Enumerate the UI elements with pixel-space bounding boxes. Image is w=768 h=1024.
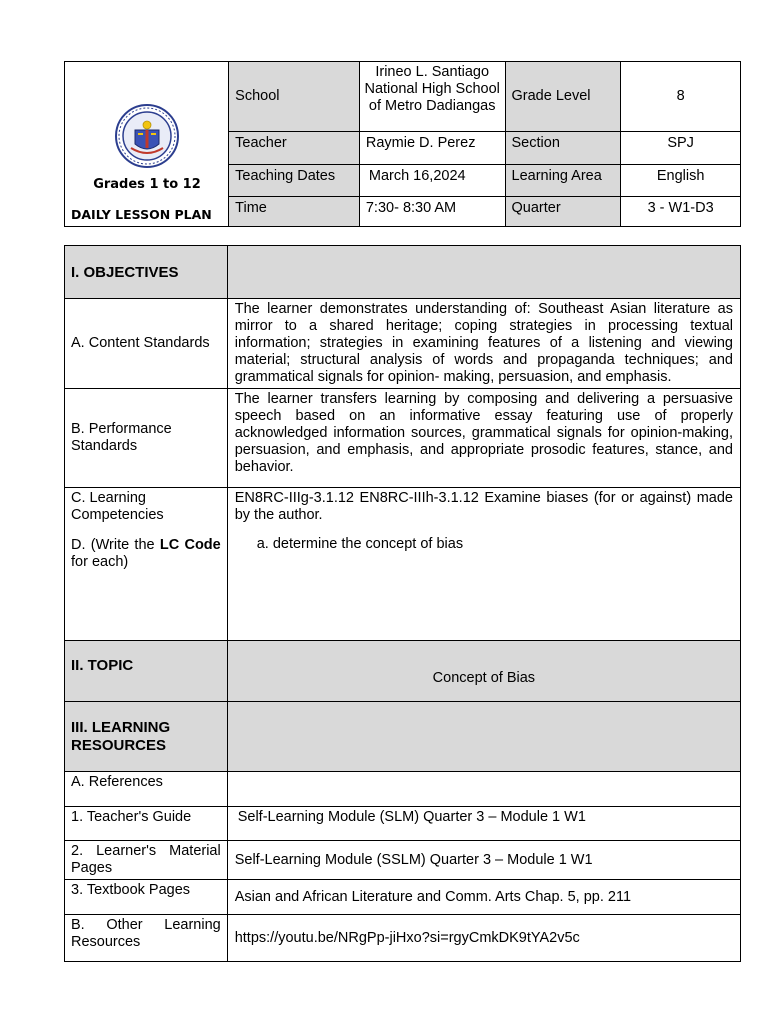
- time-label: Time: [229, 196, 360, 226]
- teaching-dates-value: March 16,2024: [359, 164, 505, 196]
- lc-code-bold: LC Code: [159, 537, 221, 553]
- quarter-value: 3 - W1-D3: [621, 196, 741, 226]
- teachers-guide-label: 1. Teacher's Guide: [65, 807, 228, 841]
- content-standards-label: A. Content Standards: [65, 299, 228, 389]
- header-table: [64, 61, 741, 227]
- objectives-heading: I. OBJECTIVES: [65, 246, 228, 299]
- competency-item: a. determine the concept of bias: [256, 536, 464, 552]
- learning-area-label: Learning Area: [505, 164, 621, 196]
- learning-competencies-content: [227, 488, 740, 641]
- learning-resources-heading-blank: [227, 702, 740, 772]
- textbook-pages-label: 3. Textbook Pages: [65, 880, 228, 915]
- content-standards-text: The learner demonstrates understanding of: Southeast Asian literature as mirror to a shared heritage; coping strategies in processing textual information; strategies in examining features of a listening and viewing material; structural analysis of words and propaganda techniques; and grammatical signals for opinion- making, persuasion, and emphasis.: [227, 299, 740, 389]
- textbook-pages-value: Asian and African Literature and Comm. Arts Chap. 5, pp. 211: [227, 880, 740, 915]
- learners-material-label: 2. Learner's Material Pages: [65, 841, 228, 880]
- grade-level-label: Grade Level: [505, 62, 621, 132]
- lc-code-prefix: D. (Write the: [71, 537, 155, 553]
- quarter-label: Quarter: [505, 196, 621, 226]
- learning-competencies-label: C. Learning Competencies: [71, 490, 164, 523]
- topic-heading: II. TOPIC: [65, 641, 228, 702]
- section-label: Section: [505, 132, 621, 164]
- lc-code-note: [71, 537, 221, 571]
- performance-standards-label: B. Performance Standards: [65, 389, 228, 488]
- logo-cell: [65, 62, 229, 227]
- learning-resources-heading: III. LEARNING RESOURCES: [65, 702, 228, 772]
- other-resources-link[interactable]: https://youtu.be/NRgPp-jiHxo?si=rgyCmkDK9tYA2v5c: [227, 915, 740, 962]
- other-resources-label: B. Other Learning Resources: [65, 915, 228, 962]
- lesson-plan-table: [64, 245, 741, 962]
- grade-level-value: 8: [621, 62, 741, 132]
- references-blank: [227, 772, 740, 807]
- school-value: Irineo L. Santiago National High School of Metro Dadiangas: [359, 62, 505, 132]
- time-value: 7:30- 8:30 AM: [359, 196, 505, 226]
- learning-area-value: English: [621, 164, 741, 196]
- lc-code-suffix: for each): [71, 554, 129, 570]
- teacher-value: Raymie D. Perez: [359, 132, 505, 164]
- section-value: SPJ: [621, 132, 741, 164]
- learning-competencies-cell: [65, 488, 228, 641]
- teacher-label: Teacher: [229, 132, 360, 164]
- references-label: A. References: [65, 772, 228, 807]
- teachers-guide-value: Self-Learning Module (SLM) Quarter 3 – Module 1 W1: [227, 807, 740, 841]
- grades-label: Grades 1 to 12: [93, 177, 201, 192]
- topic-value: Concept of Bias: [227, 641, 740, 702]
- school-label: School: [229, 62, 360, 132]
- deped-seal-icon: [115, 104, 179, 168]
- learning-competencies-text: EN8RC-IIIg-3.1.12 EN8RC-IIIh-3.1.12 Examine biases (for or against) made by the author.: [234, 490, 733, 523]
- daily-lesson-plan-title: DAILY LESSON PLAN: [71, 207, 212, 222]
- performance-standards-text: The learner transfers learning by composing and delivering a persuasive speech based on an informative essay featuring use of properly acknowledged information sources, grammatical signals for opinion-making, persuasion, and emphasis, and appropriate prosodic features, stance, and behavior.: [227, 389, 740, 488]
- teaching-dates-label: Teaching Dates: [229, 164, 360, 196]
- learners-material-value: Self-Learning Module (SSLM) Quarter 3 – Module 1 W1: [227, 841, 740, 880]
- objectives-heading-blank: [227, 246, 740, 299]
